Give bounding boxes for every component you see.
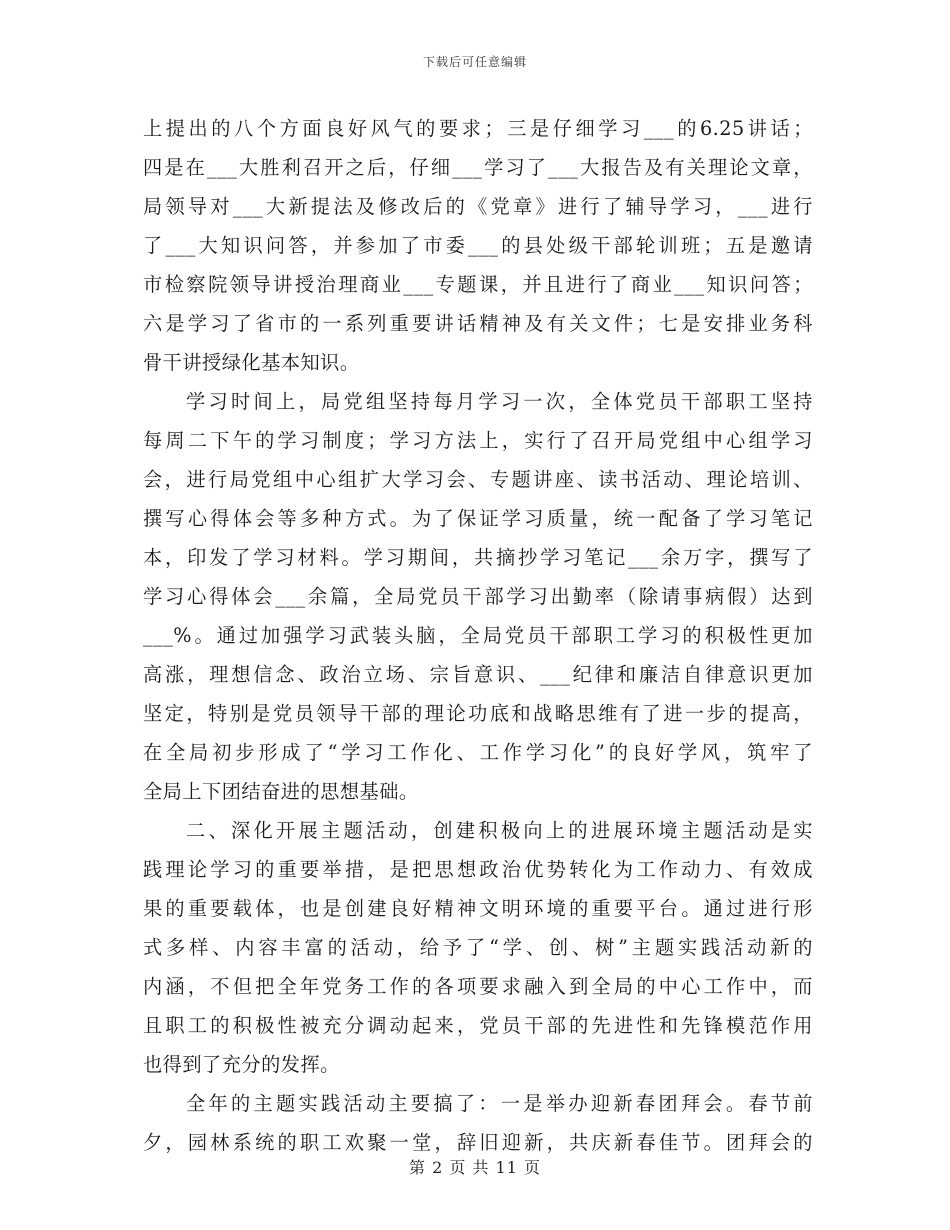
text-line: 市检察院领导讲授治理商业___专题课，并且进行了商业___知识问答；	[143, 273, 813, 296]
paragraph-annual-activities	[143, 1084, 813, 1162]
text-line: 全局上下团结奋进的思想基础。	[143, 780, 419, 803]
page-header: 下载后可任意编辑	[422, 55, 527, 69]
text-line: 二、深化开展主题活动，创建积极向上的进展环境主题活动是实	[186, 819, 813, 842]
paragraph-theme-activities	[143, 811, 813, 1084]
paragraph-study-items	[143, 109, 813, 382]
text-line: 夕，园林系统的职工欢聚一堂，辞旧迎新，共庆新春佳节。团拜会的	[143, 1131, 813, 1154]
text-line: 且职工的积极性被充分调动起来，党员干部的先进性和先锋模范作用	[143, 1014, 813, 1037]
text-line: 在全局初步形成了“学习工作化、工作学习化”的良好学风，筑牢了	[143, 741, 813, 764]
text-line: 局领导对___大新提法及修改后的《党章》进行了辅导学习，___进行	[143, 195, 813, 218]
text-line: 高涨，理想信念、政治立场、宗旨意识、___纪律和廉洁自律意识更加	[143, 663, 813, 686]
text-line: 内涵，不但把全年党务工作的各项要求融入到全局的中心工作中，而	[143, 975, 813, 998]
text-line: 式多样、内容丰富的活动，给予了“学、创、树”主题实践活动新的	[143, 936, 813, 959]
text-line: 践理论学习的重要举措，是把思想政治优势转化为工作动力、有效成	[143, 858, 813, 881]
text-line: 四是在___大胜利召开之后，仔细___学习了___大报告及有关理论文章，	[143, 156, 813, 179]
text-line: 全年的主题实践活动主要搞了：一是举办迎新春团拜会。春节前	[186, 1092, 813, 1115]
document-body	[143, 109, 813, 1162]
text-line: 学习时间上，局党组坚持每月学习一次，全体党员干部职工坚持	[186, 390, 813, 413]
text-line: 会，进行局党组中心组扩大学习会、专题讲座、读书活动、理论培训、	[143, 468, 813, 491]
page-number-footer: 第 2 页 共 11 页	[409, 1158, 541, 1177]
text-line: 坚定，特别是党员领导干部的理论功底和战略思维有了进一步的提高，	[143, 702, 813, 725]
text-line: 上提出的八个方面良好风气的要求；三是仔细学习___的6.25讲话；	[143, 117, 813, 140]
text-line: ___%。通过加强学习武装头脑，全局党员干部职工学习的积极性更加	[143, 624, 813, 647]
text-line: 骨干讲授绿化基本知识。	[143, 351, 360, 374]
text-line: 学习心得体会___余篇，全局党员干部学习出勤率（除请事病假）达到	[143, 585, 813, 608]
text-line: 本，印发了学习材料。学习期间，共摘抄学习笔记___余万字，撰写了	[143, 546, 813, 569]
paragraph-study-method	[143, 382, 813, 811]
text-line: 撰写心得体会等多种方式。为了保证学习质量，统一配备了学习笔记	[143, 507, 813, 530]
text-line: 也得到了充分的发挥。	[143, 1053, 340, 1076]
text-line: 了___大知识问答，并参加了市委___的县处级干部轮训班；五是邀请	[143, 234, 813, 257]
text-line: 六是学习了省市的一系列重要讲话精神及有关文件；七是安排业务科	[143, 312, 813, 335]
text-line: 每周二下午的学习制度；学习方法上，实行了召开局党组中心组学习	[143, 429, 813, 452]
text-line: 果的重要载体，也是创建良好精神文明环境的重要平台。通过进行形	[143, 897, 813, 920]
